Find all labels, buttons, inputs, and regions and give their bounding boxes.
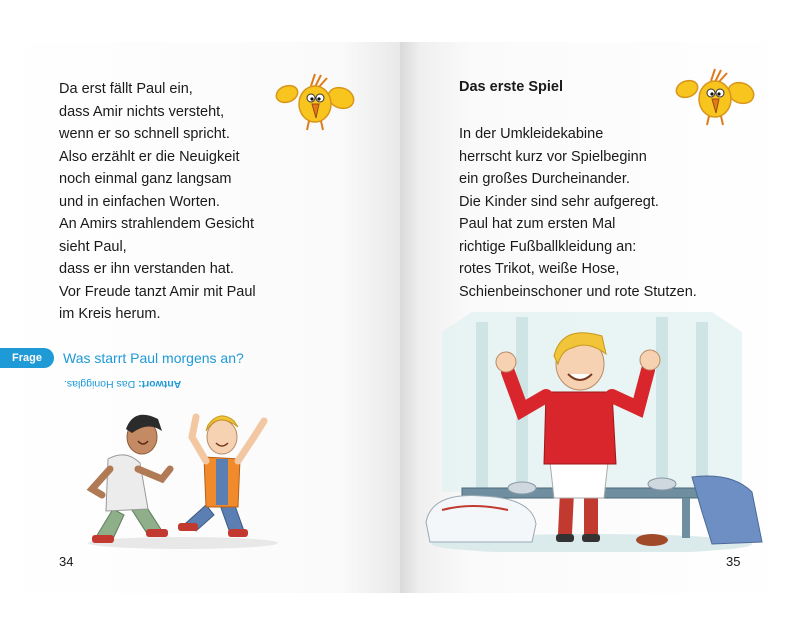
chapter-heading: Das erste Spiel [459,79,563,95]
locker-room-illustration [412,252,772,552]
text-line: und in einfachen Worten. [59,193,220,210]
text-line: Also erzählt er die Neuigkeit [59,148,240,165]
page-number: 34 [59,554,74,569]
text-line: im Kreis herum. [59,306,161,322]
text-line: wenn er so schnell spricht. [59,126,230,142]
left-page [0,42,400,593]
question-text: Was starrt Paul morgens an? [63,350,244,366]
question-tag: Frage [0,348,54,368]
answer-upside-down [64,378,181,390]
text-line: herrscht kurz vor Spielbeginn [459,148,647,165]
answer-value: Das Honigglas. [64,378,136,390]
text-line: ein großes Durcheinander. [459,171,630,187]
right-page [400,42,794,593]
text-line: noch einmal ganz langsam [59,171,232,187]
text-line: Schienbeinschoner und rote Stutzen. [459,283,697,300]
page-number: 35 [726,554,741,569]
text-line: Paul hat zum ersten Mal [459,216,616,232]
text-line: In der Umkleidekabine [459,126,604,142]
bird-mascot-icon [275,72,357,134]
dancing-kids-illustration [78,397,288,552]
bird-mascot-icon [675,67,757,129]
book-spread [0,42,794,593]
text-line: richtige Fußballkleidung an: [459,238,637,255]
text-line: An Amirs strahlendem Gesicht [59,216,255,232]
text-line: dass Amir nichts versteht, [59,103,225,120]
text-line: rotes Trikot, weiße Hose, [459,261,620,277]
text-line: Vor Freude tanzt Amir mit Paul [59,283,256,300]
text-line: dass er ihn verstanden hat. [59,261,234,277]
text-line: sieht Paul, [59,238,127,255]
answer-label: Antwort: [138,378,182,390]
text-line: Die Kinder sind sehr aufgeregt. [459,193,659,210]
text-line: Da erst fällt Paul ein, [59,81,193,97]
left-paragraph [59,78,256,326]
